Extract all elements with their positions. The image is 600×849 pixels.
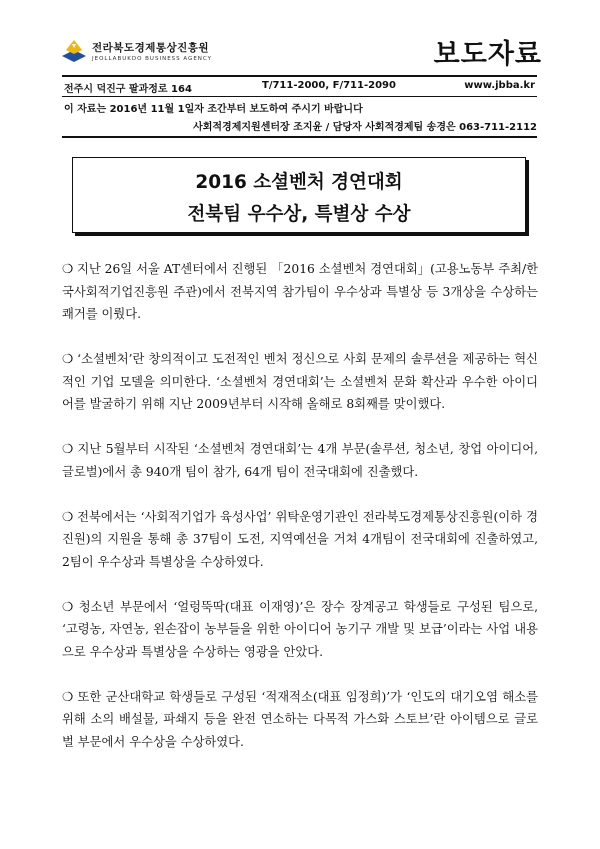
header-divider-top [62,75,537,77]
press-header [62,32,542,72]
contact-bar [64,80,535,94]
contact-person: 사회적경제지원센터장 조지윤 / 담당자 사회적경제팀 송경은 063-711-2112 [193,122,537,133]
paragraph-4: ❍ 전북에서는 ‘사회적기업가 육성사업’ 위탁운영기관인 전라북도경제통상진흥원(이하 경진원)의 지원을 통해 총 37팀이 도전, 지역예선을 거쳐 4개팀이 전국대회에 진출하였고, 2팀이 우수상과 특별상을 수상하였다. [62,509,538,569]
tel-fax: T/711-2000, F/711-2090 [262,80,396,91]
org-name-kr: 전라북도경제통상진흥원 [92,42,210,54]
header-divider-bottom [62,136,537,138]
headline-line-1: 2016 소셜벤처 경연대회 [195,172,403,193]
agency-logo-icon [62,38,86,64]
org-name-en: JEOLLABUKDO BUSINESS AGENCY [92,56,213,62]
doc-type-title: 보도자료 [433,39,542,70]
paragraph-5: ❍ 청소년 부문에서 ‘얼렁뚝딱(대표 이재영)’은 장수 장계공고 학생들로 구성된 팀으로, ‘고령농, 자연농, 왼손잡이 농부들을 위한 아이디어 농기구 개발 및 보급’이라는 사업 내용으로 우수상과 특별상을 수상하는 영광을 안았다. [62,599,538,659]
paragraph-3: ❍ 지난 5월부터 시작된 ‘소셜벤처 경연대회’는 4개 부문(솔루션, 청소년, 창업 아이디어, 글로벌)에서 총 940개 팀이 참가, 64개 팀이 전국대회에 진출했다. [62,442,538,479]
paragraph-6: ❍ 또한 군산대학교 학생들로 구성된 ‘적재적소(대표 임정희)’가 ‘인도의 대기오염 해소를 위해 소의 배설물, 파쇄지 등을 완전 연소하는 다목적 가스화 스토브’란 아이템으로 글로벌 부문에서 우수상을 수상하였다. [62,689,538,749]
headline-line-2: 전북팀 우수상, 특별상 수상 [187,204,411,225]
paragraph-2: ❍ ‘소셜벤처’란 창의적이고 도전적인 벤처 정신으로 사회 문제의 솔루션을 제공하는 혁신적인 기업 모델을 의미한다. ‘소셜벤처 경연대회’는 소셜벤처 문화 확산과 우수한 아이디어를 발굴하기 위해 지난 2009년부터 시작해 올해로 8회째를 맞이했다. [62,352,538,411]
paragraph-1: ❍ 지난 26일 서울 AT센터에서 진행된 「2016 소셜벤처 경연대회」(고용노동부 주최/한국사회적기업진흥원 주관)에서 전북지역 참가팀이 우수상과 특별상 등 3개상을 수상하는 쾌거를 이뤘다. [62,262,538,321]
header-divider-mid [62,96,537,97]
article-body [62,258,538,776]
embargo-notice: 이 자료는 2016년 11월 1일자 조간부터 보도하여 주시기 바랍니다 [64,104,363,115]
address: 전주시 덕진구 팔과정로 164 [64,84,192,95]
website-link[interactable]: www.jbba.kr [464,80,535,91]
headline-box [72,157,526,233]
